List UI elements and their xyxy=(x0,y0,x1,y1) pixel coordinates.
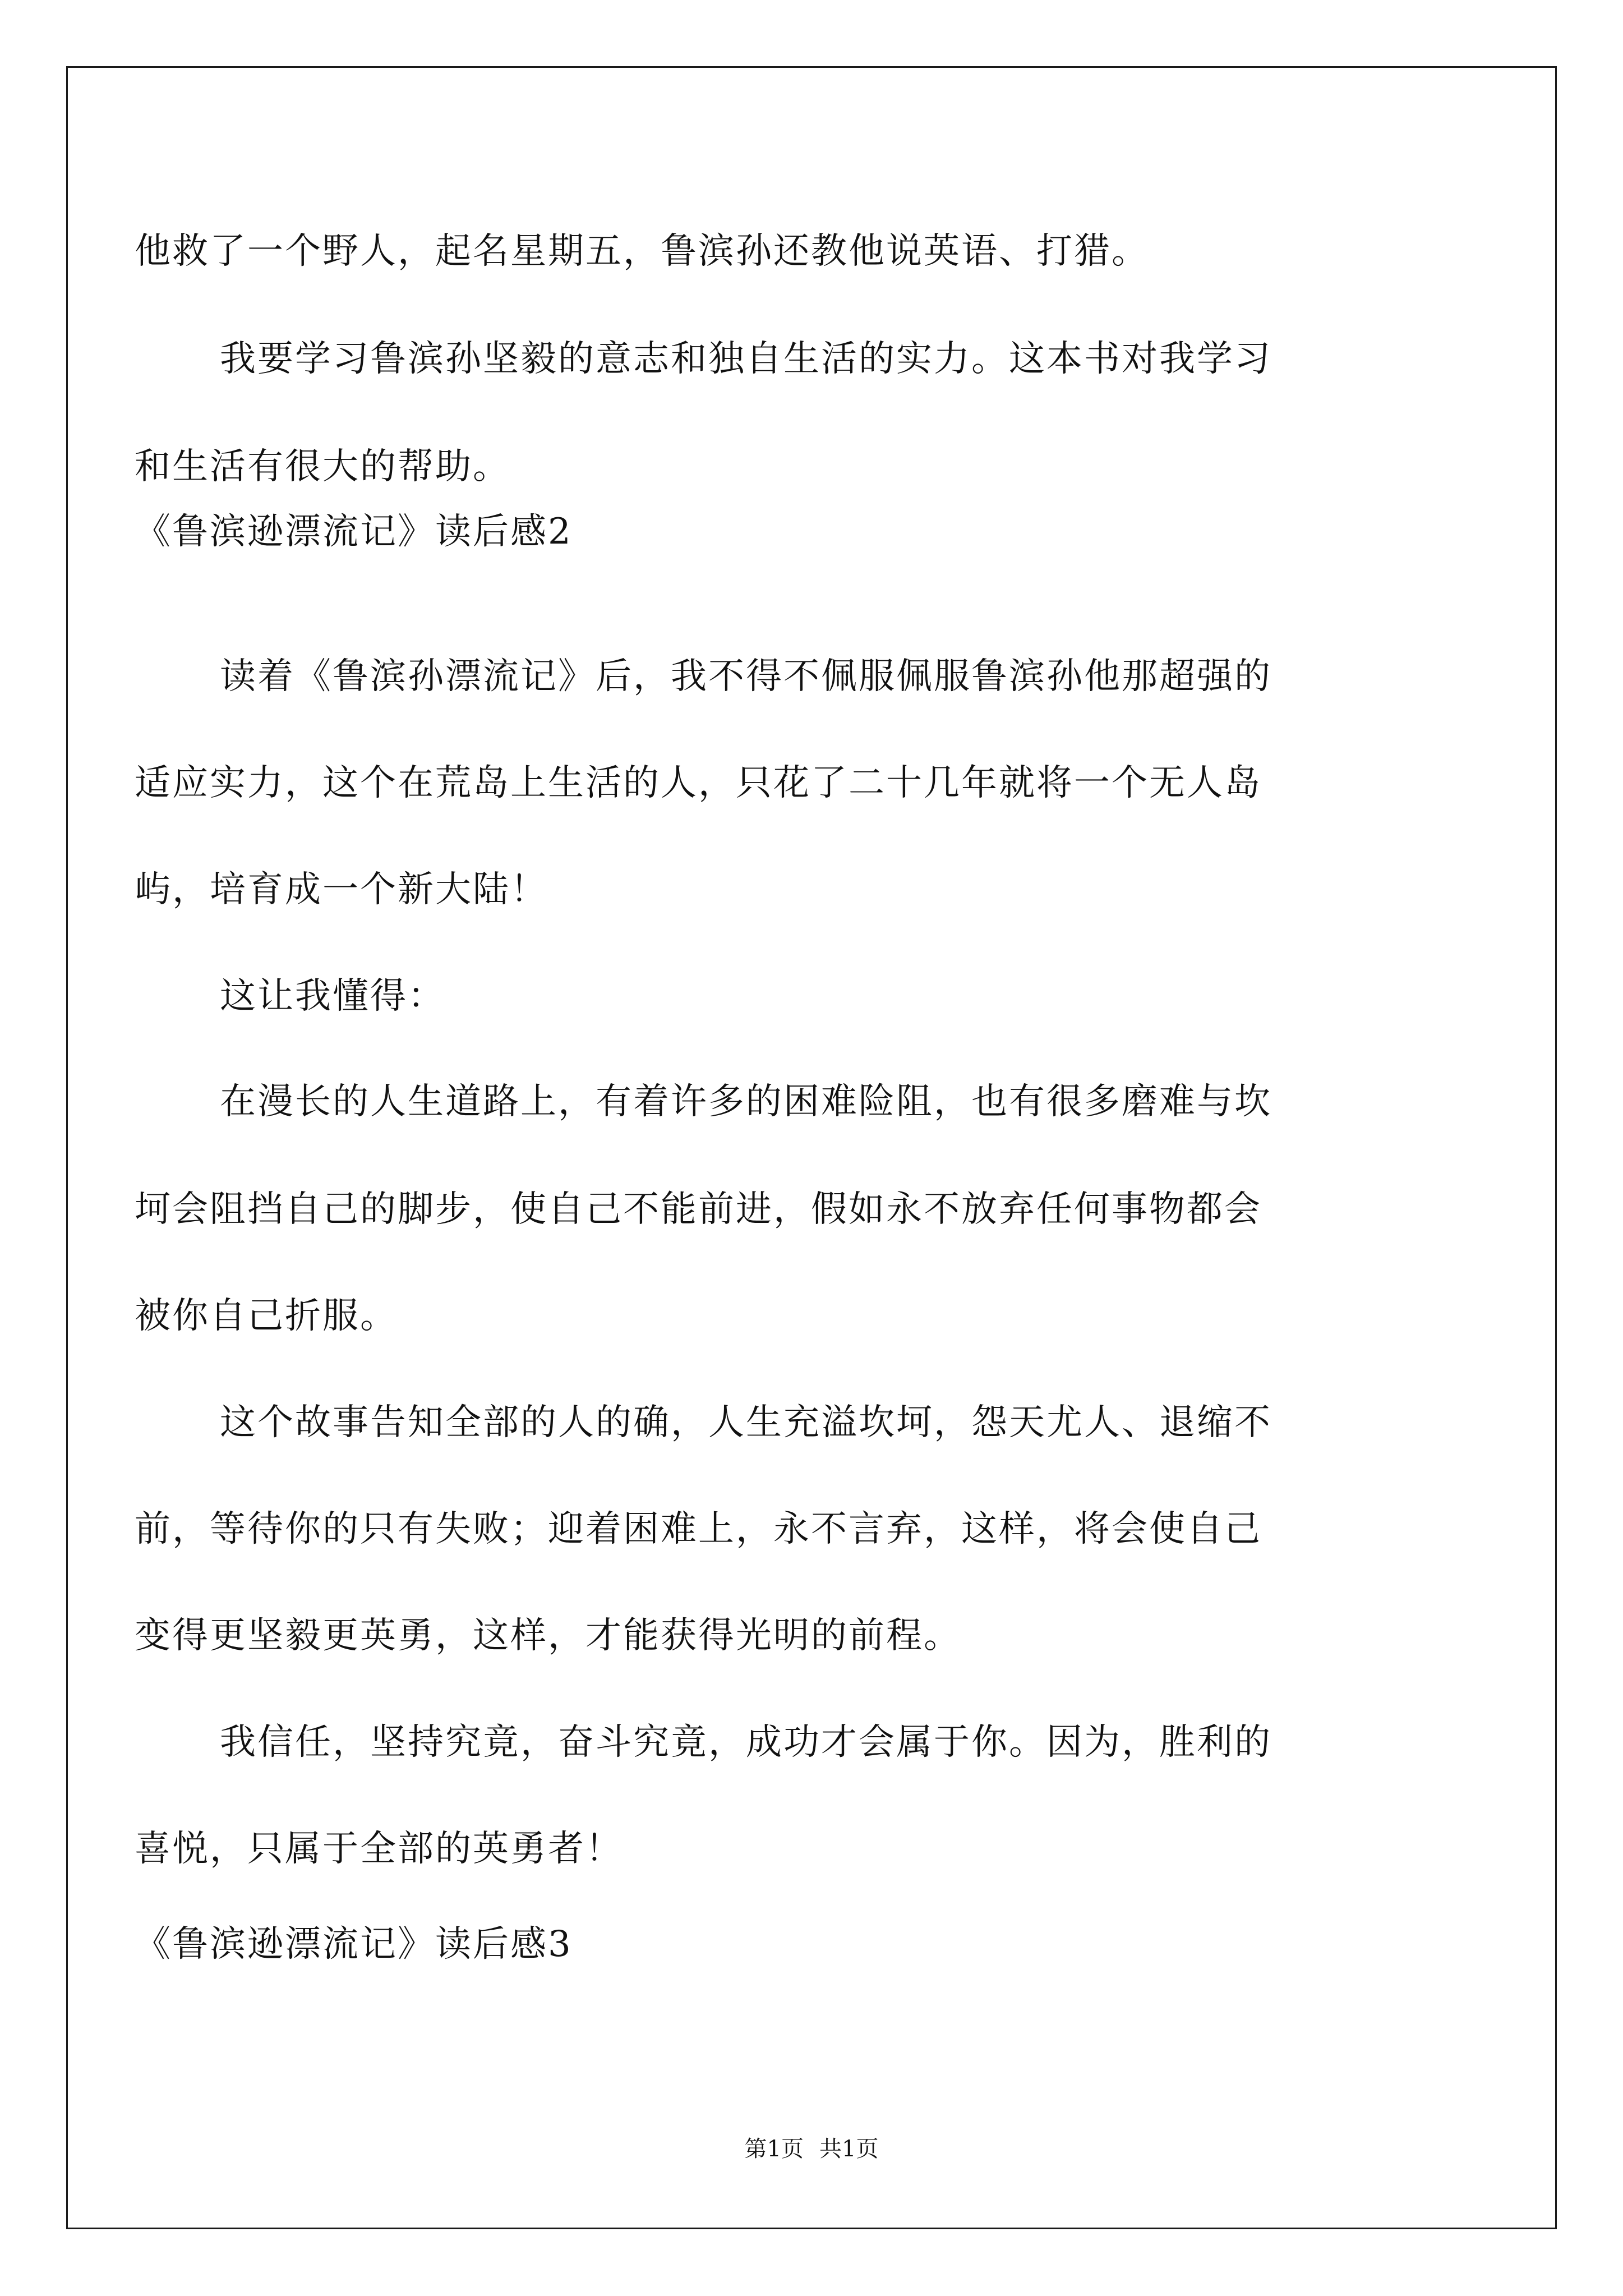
text-line: 被你自己折服。 xyxy=(135,1295,398,1337)
paragraph-line: 这个故事告知全部的人的确，人生充溢坎坷，怨天尤人、退缩不 xyxy=(220,1402,1272,1443)
section-heading: 《鲁滨逊漂流记》读后感2 xyxy=(135,511,573,553)
text-line: 喜悦，只属于全部的英勇者！ xyxy=(135,1828,623,1870)
paragraph-line: 这让我懂得： xyxy=(220,976,445,1017)
text-line: 他救了一个野人，起名星期五，鲁滨孙还教他说英语、打猎。 xyxy=(135,231,1149,272)
page-total: 共1页 xyxy=(819,2136,879,2162)
text-line: 和生活有很大的帮助。 xyxy=(135,446,510,487)
page-border xyxy=(66,66,1557,2229)
text-line: 屿，培育成一个新大陆！ xyxy=(135,869,548,910)
text-line: 前，等待你的只有失败；迎着困难上，永不言弃，这样，将会使自己 xyxy=(135,1508,1262,1550)
paragraph-line: 在漫长的人生道路上，有着许多的困难险阻，也有很多磨难与坎 xyxy=(220,1081,1272,1122)
text-line: 适应实力，这个在荒岛上生活的人，只花了二十几年就将一个无人岛 xyxy=(135,762,1262,804)
page-number: 第1页 xyxy=(744,2136,804,2162)
paragraph-line: 我信任，坚持究竟，奋斗究竟，成功才会属于你。因为，胜利的 xyxy=(220,1722,1272,1763)
text-line: 变得更坚毅更英勇，这样，才能获得光明的前程。 xyxy=(135,1615,961,1657)
section-heading: 《鲁滨逊漂流记》读后感3 xyxy=(135,1924,573,1965)
text-line: 坷会阻挡自己的脚步，使自己不能前进，假如永不放弃任何事物都会 xyxy=(135,1189,1262,1230)
page-footer xyxy=(0,2135,1623,2163)
paragraph-line: 读着《鲁滨孙漂流记》后，我不得不佩服佩服鲁滨孙他那超强的 xyxy=(220,656,1272,697)
paragraph-line: 我要学习鲁滨孙坚毅的意志和独自生活的实力。这本书对我学习 xyxy=(220,338,1272,380)
